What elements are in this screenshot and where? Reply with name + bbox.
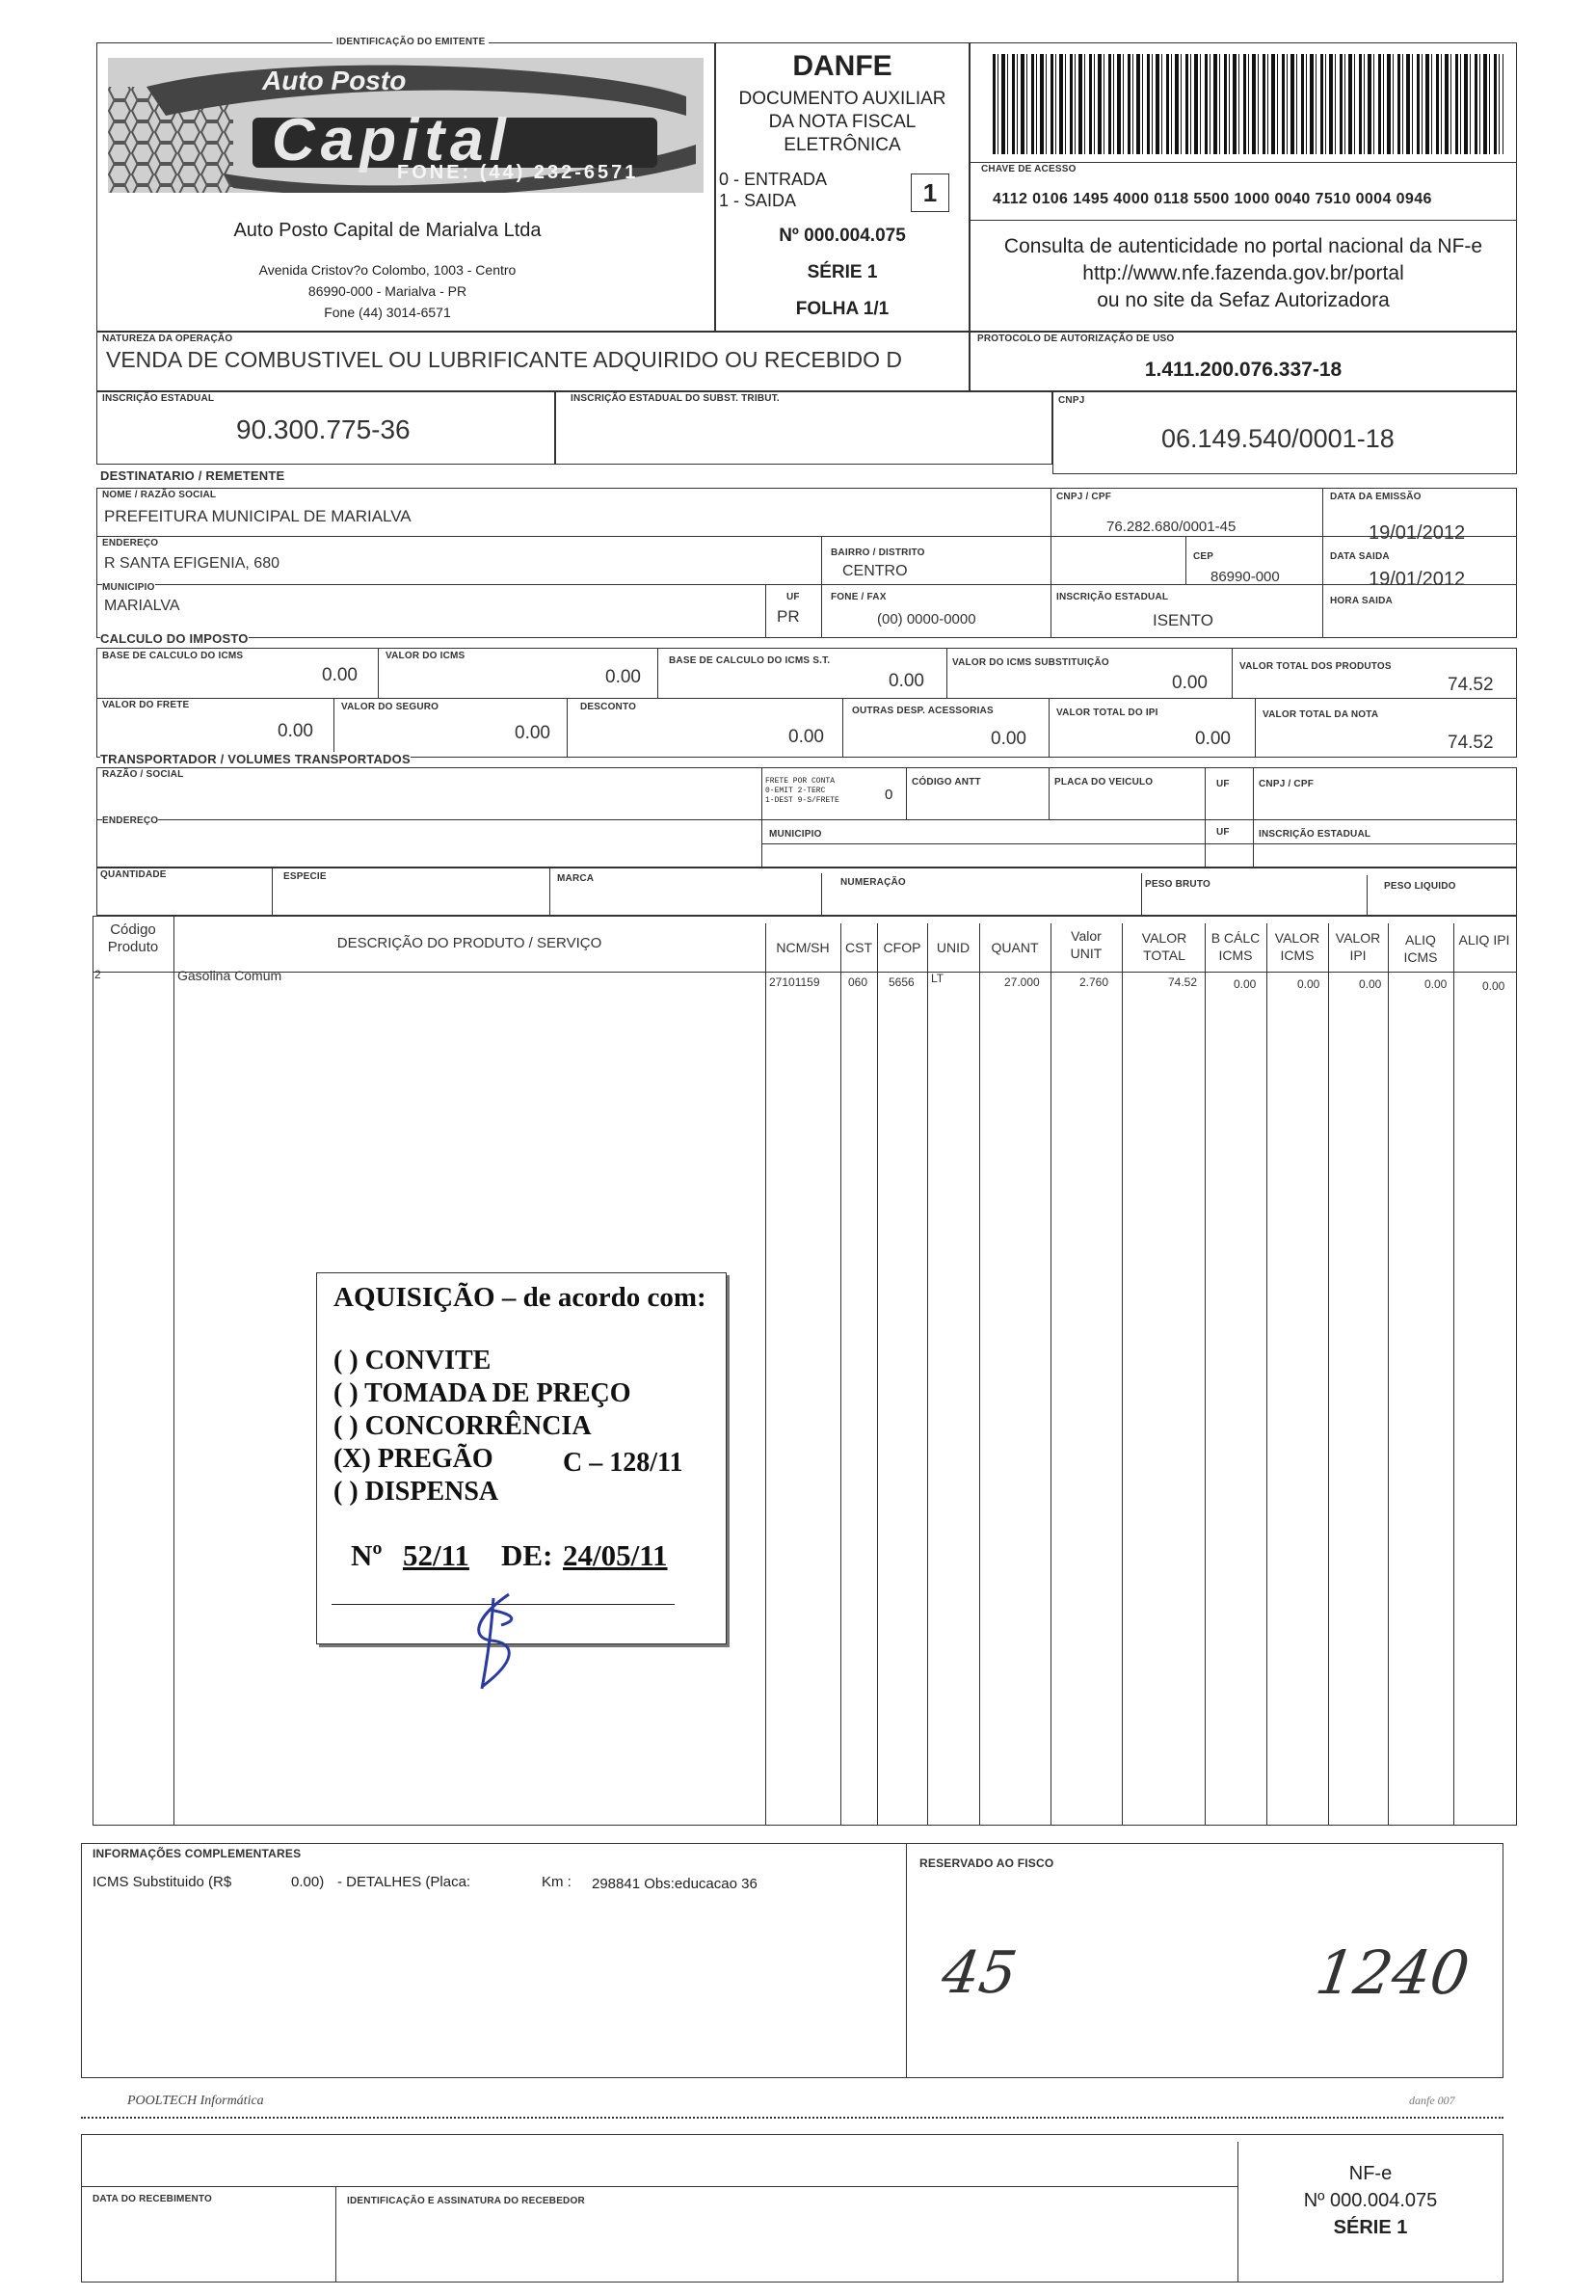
products-total-value: 74.52: [1448, 675, 1494, 695]
exit-hour-label: HORA SAIDA: [1330, 596, 1393, 606]
row-ncm: 27101159: [769, 975, 820, 989]
danfe-number: Nº 000.004.075: [779, 226, 906, 246]
consult-line-1: Consulta de autenticidade no portal nacional da NF-e: [1003, 235, 1483, 257]
recipient-address-label: ENDEREÇO: [102, 538, 159, 548]
stamp-option-pregao: (X) PREGÃO: [333, 1444, 493, 1474]
col-ncm: NCM/SH: [776, 940, 830, 955]
other-expenses-label: OUTRAS DESP. ACESSORIAS: [852, 706, 994, 716]
cnpj-value: 06.149.540/0001-18: [1161, 424, 1395, 453]
stamp-number-prefix: Nº: [351, 1538, 383, 1572]
danfe-title: DANFE: [792, 50, 892, 82]
phone-value: (00) 0000-0000: [877, 611, 976, 627]
row-ipi: 0.00: [1359, 977, 1382, 991]
col-cfop: CFOP: [883, 940, 921, 955]
exit-date-label: DATA SAIDA: [1330, 551, 1390, 562]
recipient-name-label: NOME / RAZÃO SOCIAL: [102, 490, 217, 500]
row-cfop: 5656: [889, 975, 915, 989]
info-label: INFORMAÇÕES COMPLEMENTARES: [93, 1847, 302, 1860]
ie-value: 90.300.775-36: [236, 414, 411, 444]
base-st-label: BASE DE CALCULO DO ICMS S.T.: [669, 655, 831, 666]
base-icms-value: 0.00: [322, 665, 358, 685]
stamp-option-tomada: ( ) TOMADA DE PREÇO: [333, 1378, 631, 1408]
software-credit: POOLTECH Informática: [127, 2094, 264, 2108]
carrier-ie-label: INSCRIÇÃO ESTADUAL: [1259, 829, 1371, 840]
tax-section: CALCULO DO IMPOSTO: [100, 631, 249, 646]
district-label: BAIRRO / DISTRITO: [831, 547, 925, 558]
issuer-logo: [108, 58, 704, 193]
base-st-value: 0.00: [889, 671, 924, 691]
info-part-4: Km :: [542, 1874, 572, 1890]
insurance-value: 0.00: [515, 723, 550, 743]
consult-line-2: http://www.nfe.fazenda.gov.br/portal: [1082, 262, 1404, 284]
recipient-section: DESTINATARIO / REMETENTE: [100, 468, 285, 483]
nfe-number: Nº 000.004.075: [1303, 2190, 1438, 2211]
fisco-label: RESERVADO AO FISCO: [919, 1856, 1054, 1870]
ipi-total-label: VALOR TOTAL DO IPI: [1056, 707, 1158, 718]
qty-label: QUANTIDADE: [100, 869, 167, 880]
logo-text: Capital: [272, 107, 512, 174]
freight-value: 0.00: [278, 721, 313, 741]
col-aliq-icms: ALIQ ICMS: [1403, 932, 1438, 965]
numbering-label: NUMERAÇÃO: [840, 877, 906, 888]
stamp-signature: [453, 1581, 540, 1696]
col-valor-icms: VALOR ICMS: [1274, 930, 1320, 963]
info-part-3: - DETALHES (Placa:: [337, 1874, 471, 1890]
recipient-signature-label: IDENTIFICAÇÃO E ASSINATURA DO RECEBEDOR: [347, 2196, 585, 2206]
stamp-option-convite: ( ) CONVITE: [333, 1346, 492, 1375]
nfe-serie: SÉRIE 1: [1333, 2217, 1408, 2238]
recipient-cnpj: 76.282.680/0001-45: [1106, 519, 1237, 535]
col-valor-unit: Valor UNIT: [1070, 928, 1103, 961]
access-key-label: CHAVE DE ACESSO: [981, 164, 1077, 174]
protocol-value: 1.411.200.076.337-18: [1144, 359, 1343, 381]
freight-terms: [765, 777, 839, 806]
handwritten-note-2: 1240: [1311, 1937, 1474, 2008]
other-expenses-value: 0.00: [991, 729, 1026, 749]
freight-label: VALOR DO FRETE: [102, 700, 190, 710]
freight-terms-value: 0: [885, 787, 893, 803]
col-quant: QUANT: [991, 940, 1039, 955]
col-valor-ipi: VALOR IPI: [1335, 930, 1381, 963]
stamp-date: 24/05/11: [563, 1538, 668, 1572]
danfe-entrada: 0 - ENTRADA: [719, 170, 828, 189]
row-unid: LT: [931, 972, 944, 985]
danfe-subtitle-1: DOCUMENTO AUXILIAR: [738, 89, 946, 109]
plate-label: PLACA DO VEICULO: [1054, 777, 1154, 788]
row-description: Gasolina Comum: [177, 968, 282, 983]
row-aliq-ipi: 0.00: [1482, 979, 1505, 993]
col-bc-icms: B CÁLC ICMS: [1210, 930, 1261, 963]
tear-line: [81, 2117, 1503, 2119]
row-bc-icms: 0.00: [1234, 977, 1257, 991]
icms-st-value: 0.00: [1172, 673, 1208, 693]
danfe-folha: FOLHA 1/1: [795, 299, 890, 319]
col-codigo: Código Produto: [107, 921, 159, 955]
carrier-name-label: RAZÃO / SOCIAL: [102, 769, 184, 780]
cep-value: 86990-000: [1210, 569, 1280, 585]
phone-label: FONE / FAX: [831, 592, 887, 602]
row-unit: 2.760: [1079, 975, 1109, 989]
recipient-ie-label: INSCRIÇÃO ESTADUAL: [1056, 592, 1169, 602]
handwritten-note-1: 45: [938, 1939, 1022, 2007]
info-part-5: 298841 Obs:educacao 36: [592, 1876, 758, 1892]
stamp-number: 52/11: [403, 1538, 469, 1572]
note-total-value: 74.52: [1448, 733, 1494, 753]
uf-label: UF: [786, 592, 800, 602]
gross-weight-label: PESO BRUTO: [1145, 879, 1210, 890]
access-key: 4112 0106 1495 4000 0118 5500 1000 0040 7510 0004 0946: [993, 191, 1432, 207]
cep-label: CEP: [1193, 551, 1214, 562]
freight-term-1: FRETE POR CONTA: [765, 777, 836, 786]
row-icms: 0.00: [1297, 977, 1320, 991]
nfe-label: NF-e: [1348, 2163, 1393, 2184]
species-label: ESPECIE: [283, 871, 327, 882]
icms-st-label: VALOR DO ICMS SUBSTITUIÇÃO: [952, 657, 1109, 668]
net-weight-label: PESO LIQUIDO: [1384, 881, 1456, 892]
issuer-id-label: IDENTIFICAÇÃO DO EMITENTE: [332, 37, 489, 47]
discount-value: 0.00: [788, 727, 824, 747]
freight-term-2: 0-EMIT 2-TERC: [765, 787, 826, 795]
col-aliq-ipi: ALIQ IPI: [1458, 932, 1510, 948]
note-total-label: VALOR TOTAL DA NOTA: [1263, 709, 1379, 720]
issuer-phone: Fone (44) 3014-6571: [324, 305, 451, 320]
exit-date: 19/01/2012: [1369, 569, 1466, 590]
icms-value: 0.00: [605, 667, 641, 687]
emission-date: 19/01/2012: [1369, 522, 1466, 544]
received-date-label: DATA DO RECEBIMENTO: [93, 2194, 212, 2204]
col-unid: UNID: [936, 940, 971, 955]
carrier-uf-label: UF: [1216, 779, 1230, 789]
logo-sub: Auto Posto: [262, 66, 407, 95]
recipient-name: PREFEITURA MUNICIPAL DE MARIALVA: [104, 507, 412, 525]
district-value: CENTRO: [842, 563, 908, 579]
stamp-date-prefix: DE:: [501, 1538, 553, 1572]
col-descricao: DESCRIÇÃO DO PRODUTO / SERVIÇO: [336, 935, 602, 951]
nature-label: NATUREZA DA OPERAÇÃO: [102, 334, 233, 344]
ie-label: INSCRIÇÃO ESTADUAL: [102, 393, 215, 404]
issuer-address: Avenida Cristov?o Colombo, 1003 - Centro: [258, 262, 517, 278]
products-total-label: VALOR TOTAL DOS PRODUTOS: [1239, 661, 1392, 672]
stamp-option-concorrencia: ( ) CONCORRÊNCIA: [333, 1411, 592, 1441]
recipient-ie: ISENTO: [1153, 611, 1213, 629]
danfe-tipo-box: 1: [911, 174, 949, 212]
city-value: MARIALVA: [104, 598, 180, 614]
stamp-title: AQUISIÇÃO – de acordo com:: [333, 1282, 706, 1313]
brand-label: MARCA: [557, 873, 595, 884]
row-aliq-icms: 0.00: [1424, 977, 1448, 991]
city-label: MUNICIPIO: [102, 582, 155, 593]
recipient-cnpj-label: CNPJ / CPF: [1056, 492, 1112, 502]
carrier-city-label: MUNICIPIO: [769, 829, 822, 840]
stamp-option-dispensa: ( ) DISPENSA: [333, 1477, 499, 1507]
row-cst: 060: [848, 975, 868, 989]
discount-label: DESCONTO: [580, 702, 637, 712]
row-code: 2: [94, 968, 101, 981]
icms-label: VALOR DO ICMS: [386, 651, 466, 661]
col-valor-total: VALOR TOTAL: [1141, 930, 1187, 963]
info-part-2: 0.00): [291, 1874, 325, 1890]
consult-line-3: ou no site da Sefaz Autorizadora: [1097, 289, 1390, 311]
form-code: danfe 007: [1409, 2094, 1455, 2107]
carrier-cnpj-label: CNPJ / CPF: [1259, 779, 1315, 789]
carrier-address-label: ENDEREÇO: [102, 815, 159, 826]
protocol-label: PROTOCOLO DE AUTORIZAÇÃO DE USO: [977, 334, 1175, 344]
danfe-serie: SÉRIE 1: [807, 262, 878, 282]
uf-value: PR: [777, 607, 800, 626]
info-part-1: ICMS Substituido (R$: [93, 1874, 232, 1890]
row-quant: 27.000: [1004, 975, 1040, 989]
issuer-city: 86990-000 - Marialva - PR: [307, 283, 467, 299]
issuer-name: Auto Posto Capital de Marialva Ltda: [233, 220, 542, 241]
logo-phone: FONE: (44) 232-6571: [397, 162, 639, 183]
danfe-saida: 1 - SAIDA: [719, 191, 797, 210]
carrier-uf2-label: UF: [1216, 827, 1230, 838]
emission-label: DATA DA EMISSÃO: [1330, 492, 1422, 502]
antt-label: CÓDIGO ANTT: [912, 777, 981, 788]
col-cst: CST: [845, 940, 872, 955]
transport-section: TRANSPORTADOR / VOLUMES TRANSPORTADOS: [100, 752, 411, 766]
insurance-label: VALOR DO SEGURO: [341, 702, 439, 712]
ipi-total-value: 0.00: [1195, 729, 1231, 749]
freight-term-3: 1-DEST 9-S/FRETE: [765, 796, 839, 805]
cnpj-label: CNPJ: [1058, 395, 1085, 406]
base-icms-label: BASE DE CALCULO DO ICMS: [102, 651, 244, 661]
products-table: [93, 916, 1517, 1826]
recipient-address: R SANTA EFIGENIA, 680: [104, 555, 279, 572]
barcode: [993, 54, 1503, 154]
stamp-code: C – 128/11: [563, 1448, 683, 1478]
ie-st-label: INSCRIÇÃO ESTADUAL DO SUBST. TRIBUT.: [571, 393, 780, 404]
row-total: 74.52: [1168, 975, 1198, 989]
nature-value: VENDA DE COMBUSTIVEL OU LUBRIFICANTE ADQUIRIDO OU RECEBIDO D: [106, 347, 903, 372]
danfe-subtitle-3: ELETRÔNICA: [784, 135, 901, 155]
danfe-subtitle-2: DA NOTA FISCAL: [768, 112, 917, 132]
